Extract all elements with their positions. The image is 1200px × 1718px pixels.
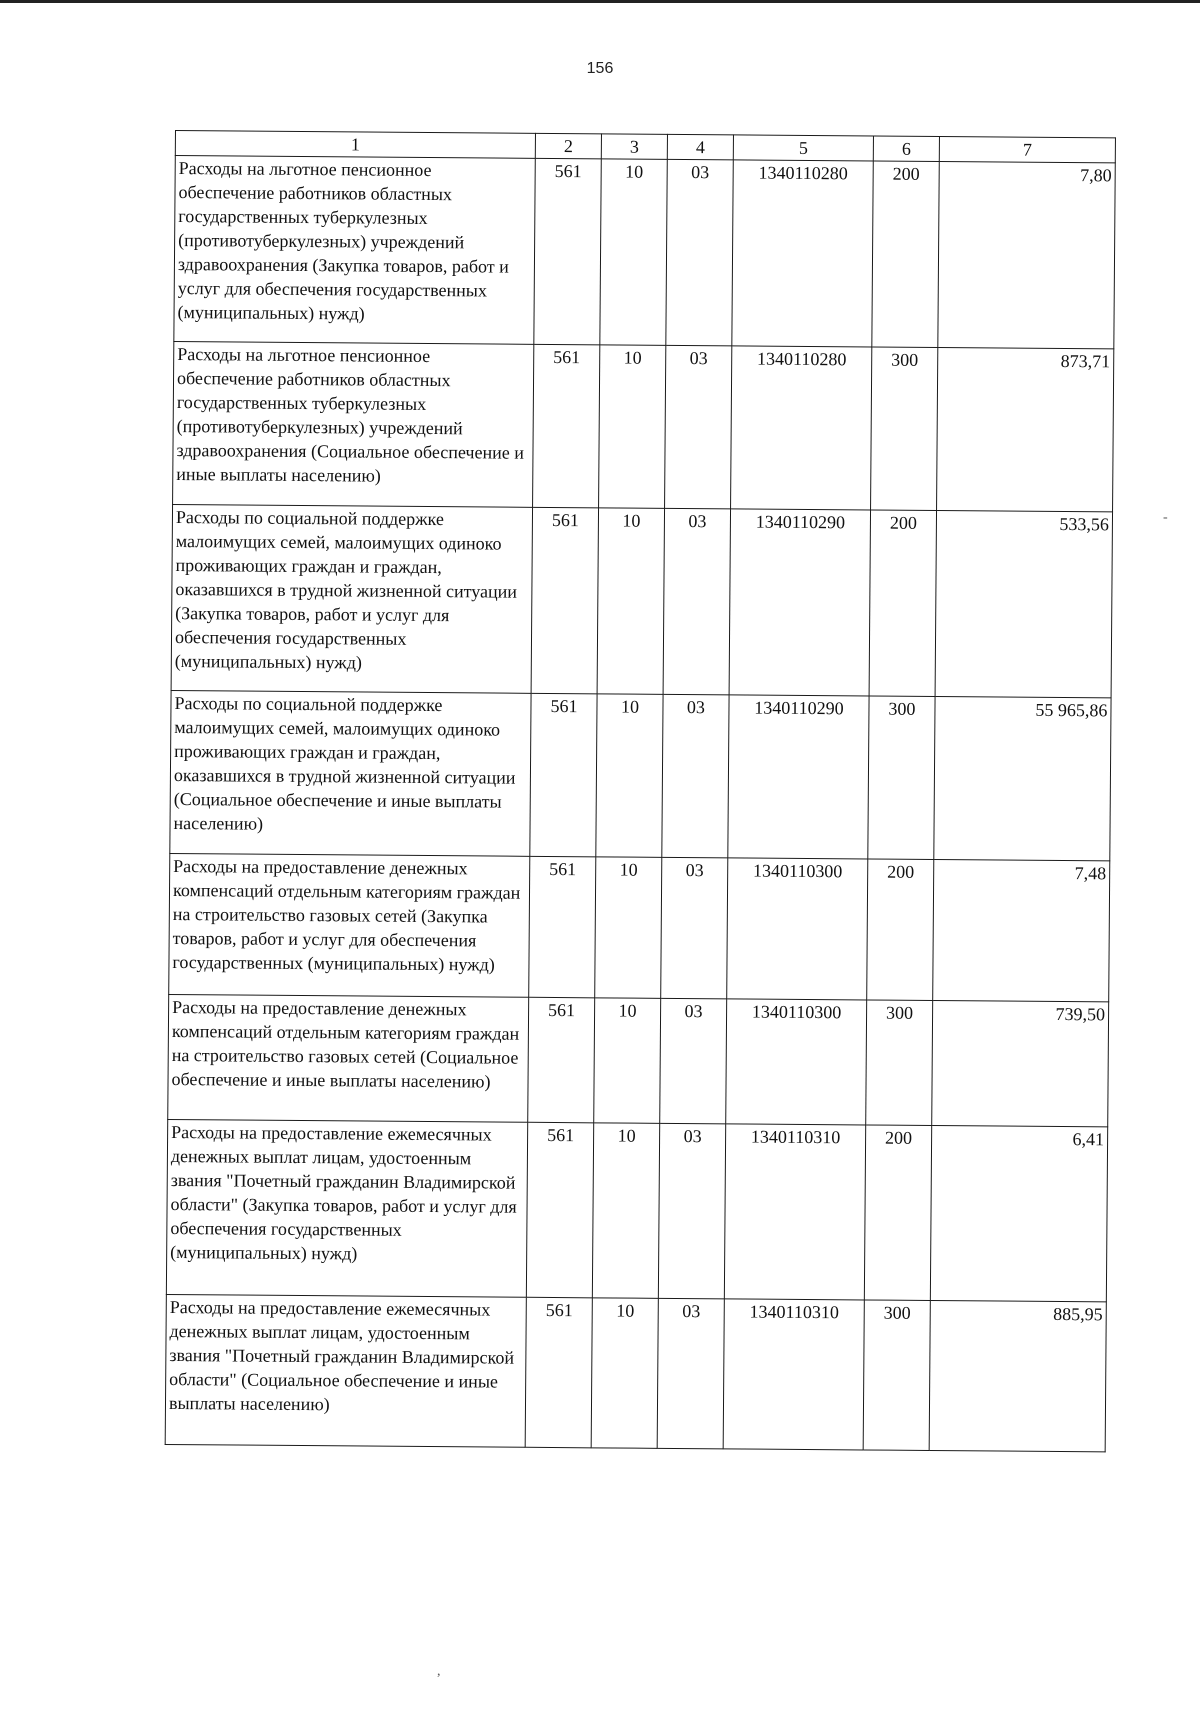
row-amount: 7,48 <box>933 859 1110 1001</box>
header-col-1: 1 <box>175 131 535 159</box>
header-col-4: 4 <box>667 134 733 160</box>
row-code-col4: 03 <box>662 694 729 858</box>
row-code-col2: 561 <box>525 1297 592 1448</box>
row-description: Расходы на предоставление денежных компенсаций отдельным категориям граждан на строительство газовых сетей (Социальное обеспечение и иные выплаты населению) <box>168 994 529 1122</box>
row-code-col4: 03 <box>661 857 728 999</box>
row-amount: 533,56 <box>935 510 1112 697</box>
row-amount: 885,95 <box>929 1300 1106 1451</box>
row-code-col4: 03 <box>657 1298 724 1449</box>
row-code-col6: 300 <box>863 1300 930 1451</box>
scan-speck: - <box>1163 510 1168 525</box>
row-amount: 55 965,86 <box>934 696 1111 860</box>
row-code-col4: 03 <box>658 1123 725 1299</box>
table-row <box>173 341 1114 511</box>
row-code-col6: 300 <box>868 696 935 860</box>
row-code-col5: 1340110300 <box>727 858 868 1000</box>
row-code-col3: 10 <box>596 694 663 858</box>
row-code-col6: 200 <box>864 1125 931 1301</box>
row-code-col3: 10 <box>594 998 661 1124</box>
row-code-col5: 1340110290 <box>728 695 869 859</box>
row-description: Расходы на льготное пенсионное обеспечение работников областных государственных туберкулезных (противотуберкулезных) учреждений здравоохранения (Закупка товаров, работ и услуг для обеспечения государственных (муниципальных) нужд) <box>174 156 535 345</box>
table-row <box>171 504 1112 697</box>
row-description: Расходы на предоставление денежных компенсаций отдельным категориям граждан на строительство газовых сетей (Закупка товаров, работ и услуг для обеспечения государственных (муниципальных) нужд) <box>169 853 530 997</box>
row-code-col5: 1340110310 <box>723 1299 864 1450</box>
row-code-col3: 10 <box>591 1298 658 1449</box>
header-col-6: 6 <box>873 136 939 162</box>
row-description: Расходы на предоставление ежемесячных денежных выплат лицам, удостоенным звания "Почетный гражданин Владимирской области" (Социальное обеспечение и иные выплаты населению) <box>165 1294 526 1447</box>
row-code-col5: 1340110280 <box>731 346 872 510</box>
row-code-col6: 300 <box>866 1000 933 1126</box>
row-description: Расходы по социальной поддержке малоимущих семей, малоимущих одиноко проживающих граждан и граждан, оказавшихся в трудной жизненной ситуации (Закупка товаров, работ и услуг для обеспечения государственных (муниципальных) нужд) <box>171 504 532 693</box>
row-amount: 739,50 <box>932 1000 1109 1126</box>
row-code-col3: 10 <box>592 1123 659 1299</box>
row-amount: 873,71 <box>937 347 1114 511</box>
row-code-col6: 200 <box>869 510 936 697</box>
header-col-2: 2 <box>535 133 601 159</box>
page-number: 156 <box>586 60 614 77</box>
row-code-col2: 561 <box>533 344 600 508</box>
header-col-5: 5 <box>733 135 873 161</box>
row-code-col2: 561 <box>530 693 597 857</box>
top-scan-border <box>0 0 1200 3</box>
row-code-col5: 1340110300 <box>726 999 867 1125</box>
row-code-col3: 10 <box>599 345 666 509</box>
row-code-col5: 1340110290 <box>729 509 870 696</box>
row-description: Расходы на предоставление ежемесячных денежных выплат лицам, удостоенным звания "Почетный гражданин Владимирской области" (Закупка товаров, работ и услуг для обеспечения государственных (муниципальных) нужд) <box>166 1119 527 1297</box>
row-code-col3: 10 <box>600 159 667 346</box>
row-description: Расходы по социальной поддержке малоимущих семей, малоимущих одиноко проживающих граждан и граждан, оказавшихся в трудной жизненной ситуации (Социальное обеспечение и иные выплаты населению) <box>170 690 531 856</box>
row-description: Расходы на льготное пенсионное обеспечение работников областных государственных туберкулезных (противотуберкулезных) учреждений здравоохранения (Социальное обеспечение и иные выплаты населению) <box>173 341 534 507</box>
row-code-col3: 10 <box>595 857 662 999</box>
row-code-col4: 03 <box>663 508 730 695</box>
row-code-col3: 10 <box>597 508 664 695</box>
row-code-col6: 200 <box>872 161 939 348</box>
budget-table <box>165 130 1116 1452</box>
row-amount: 6,41 <box>930 1125 1107 1301</box>
row-code-col5: 1340110310 <box>724 1124 865 1300</box>
table-row <box>169 853 1110 1001</box>
row-code-col6: 300 <box>871 347 938 511</box>
row-amount: 7,80 <box>938 162 1115 349</box>
table-row <box>174 156 1115 349</box>
header-col-3: 3 <box>601 134 667 160</box>
row-code-col2: 561 <box>528 997 595 1123</box>
row-code-col2: 561 <box>526 1122 593 1298</box>
row-code-col2: 561 <box>531 507 598 694</box>
row-code-col2: 561 <box>529 856 596 998</box>
table-row <box>165 1294 1106 1451</box>
row-code-col4: 03 <box>660 998 727 1124</box>
table-row <box>166 1119 1107 1301</box>
row-code-col5: 1340110280 <box>732 160 873 347</box>
row-code-col6: 200 <box>867 859 934 1001</box>
row-code-col4: 03 <box>666 159 733 346</box>
header-col-7: 7 <box>939 137 1115 163</box>
table-row <box>168 994 1109 1126</box>
scan-speck: , <box>437 1664 441 1679</box>
table-row <box>170 690 1111 860</box>
row-code-col2: 561 <box>534 158 601 345</box>
row-code-col4: 03 <box>665 345 732 509</box>
